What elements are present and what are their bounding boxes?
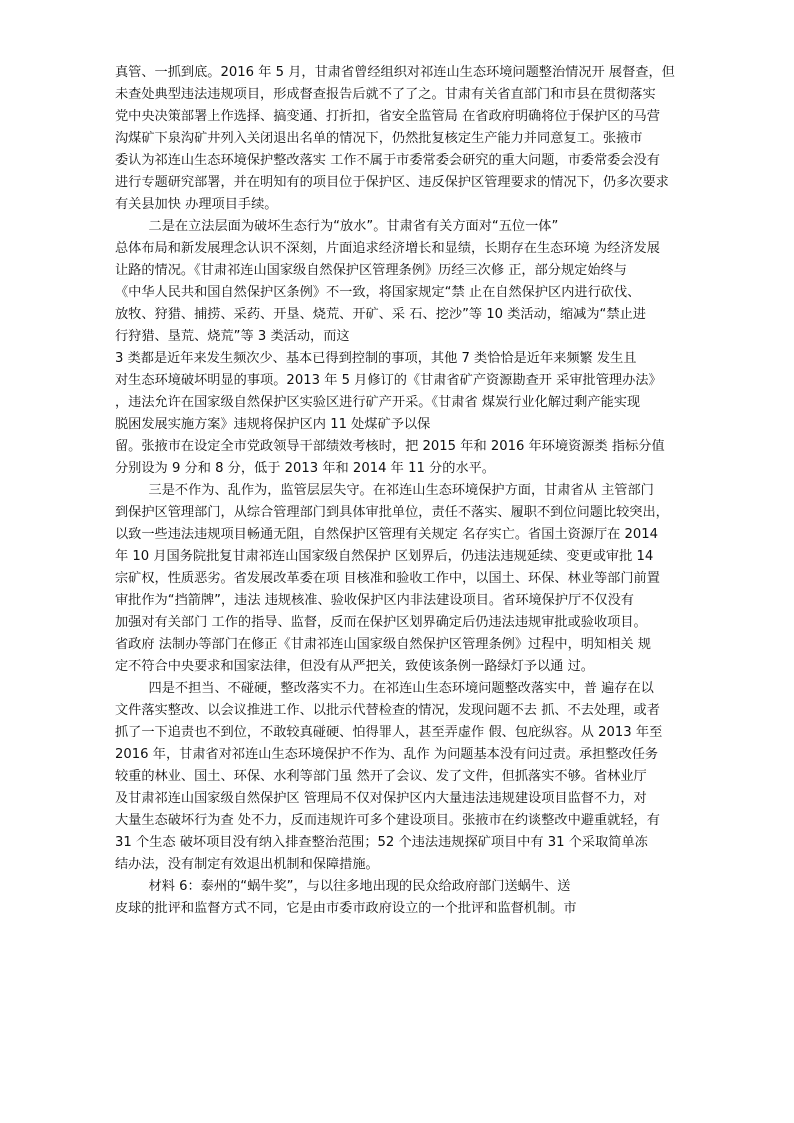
text-line: 审批作为“挡箭牌”，违法 违规核准、验收保护区内非法建设项目。省环境保护厅不仅没有 <box>115 593 634 608</box>
text-line: ，违法允许在国家级自然保护区实验区进行矿产开采。《甘肃省 煤炭行业化解过剩产能实现 <box>115 395 641 410</box>
text-line: 大量生态破坏行为查 处不力，反而违规许可多个建设项目。张掖市在约谈整改中避重就轻，有 <box>115 813 660 828</box>
text-line: 到保护区管理部门，从综合管理部门到具体审批单位，责任不落实、履职不到位问题比较突出， <box>115 505 669 520</box>
text-line: 进行专题研究部署，并在明知有的项目位于保护区、违反保护区管理要求的情况下，仍多次要求 <box>115 175 669 190</box>
text-line: 宗矿权，性质恶劣。省发展改革委在项 目核准和验收工作中，以国土、环保、林业等部门前置 <box>115 571 660 586</box>
text-line: 及甘肃祁连山国家级自然保护区 管理局不仅对保护区内大量违法违规建设项目监督不力，对 <box>115 791 647 806</box>
text-line: 省政府 法制办等部门在修正《甘肃祁连山国家级自然保护区管理条例》过程中，明知相关 规 <box>115 637 651 652</box>
text-line: 真管、一抓到底。2016 年 5 月，甘肃省曾经组织对祁连山生态环境问题整治情况开 展督查，但 <box>115 65 675 80</box>
text-line: 文件落实整改、以会议推进工作、以批示代替检查的情况，发现问题不去 抓、不去处理，或者 <box>115 703 660 718</box>
text-line: 结办法，没有制定有效退出机制和保障措施。 <box>115 857 379 872</box>
text-line: 较重的林业、国土、环保、水利等部门虽 然开了会议、发了文件，但抓落实不够。省林业厅 <box>115 769 647 784</box>
text-line: 加强对有关部门 工作的指导、监督，反而在保护区划界确定后仍违法违规审批或验收项目。 <box>115 615 647 630</box>
text-line: 定不符合中央要求和国家法律，但没有从严把关，致使该条例一路绿灯予以通 过。 <box>115 659 594 674</box>
text-line: 委认为祁连山生态环境保护整改落实 工作不属于市委常委会研究的重大问题，市委常委会没有 <box>115 153 660 168</box>
text-line: 总体布局和新发展理念认识不深刻，片面追求经济增长和显绩，长期存在生态环境 为经济发展 <box>115 241 660 256</box>
text-line: 抓了一下追责也不到位，不敢较真碰硬、怕得罪人，甚至弄虚作 假、包庇纵容。从 2013 年至 <box>115 725 663 740</box>
text-line: 《中华人民共和国自然保护区条例》不一致，将国家规定“禁 止在自然保护区内进行砍伐、 <box>115 285 641 300</box>
text-line: 有关县加快 办理项目手续。 <box>115 197 278 212</box>
text-line: 年 10 月国务院批复甘肃祁连山国家级自然保护 区划界后，仍违法违规延续、变更或审批 14 <box>115 549 654 564</box>
text-line: 3 类都是近年来发生频次少、基本已得到控制的事项，其他 7 类恰恰是近年来频繁 发生且 <box>115 351 637 366</box>
text-line: 留。张掖市在设定全市党政领导干部绩效考核时，把 2015 年和 2016 年环境资源类 指标分值 <box>115 439 665 454</box>
text-line: 党中央决策部署上作选择、搞变通、打折扣，省安全监管局 在省政府明确将位于保护区的马营 <box>115 109 660 124</box>
text-line: 未查处典型违法违规项目，形成督查报告后就不了了之。甘肃有关省直部门和市县在贯彻落实 <box>115 87 656 102</box>
text-line: 对生态环境破坏明显的事项。2013 年 5 月修订的《甘肃省矿产资源勘查开 采审批管理办法》 <box>115 373 662 388</box>
material-6-heading: 材料 6：泰州的“蜗牛奖”，与以往多地出现的民众给政府部门送蜗牛、送 <box>115 879 571 894</box>
text-line: 31 个生态 破坏项目没有纳入排查整治范围；52 个违法违规探矿项目中有 31 个采取简单冻 <box>115 835 648 850</box>
text-line: 放牧、狩猎、捕捞、采药、开垦、烧荒、开矿、采 石、挖沙”等 10 类活动，缩减为“禁止进 <box>115 307 646 322</box>
text-line: 让路的情况。《甘肃祁连山国家级自然保护区管理条例》历经三次修 正，部分规定始终与 <box>115 263 627 278</box>
paragraph-2-start: 二是在立法层面为破坏生态行为“放水”。甘肃省有关方面对“五位一体” <box>115 219 559 234</box>
text-line: 沟煤矿下泉沟矿井列入关闭退出名单的情况下，仍然批复核定生产能力并同意复工。张掖市 <box>115 131 643 146</box>
paragraph-3-start: 三是不作为、乱作为，监管层层失守。在祁连山生态环境保护方面，甘肃省从 主管部门 <box>115 483 654 498</box>
text-line: 2016 年，甘肃省对祁连山生态环境保护不作为、乱作 为问题基本没有问过责。承担整改任务 <box>115 747 659 762</box>
text-line: 皮球的批评和监督方式不同，它是由市委市政府设立的一个批评和监督机制。市 <box>115 901 577 916</box>
text-line: 分别设为 9 分和 8 分，低于 2013 年和 2014 年 11 分的水平。 <box>115 461 495 476</box>
paragraph-4-start: 四是不担当、不碰硬，整改落实不力。在祁连山生态环境问题整改落实中，普 遍存在以 <box>115 681 654 696</box>
text-line: 脱困发展实施方案》违规将保护区内 11 处煤矿予以保 <box>115 417 431 432</box>
text-line: 以致一些违法违规项目畅通无阻，自然保护区管理有关规定 名存实亡。省国土资源厅在 2014 <box>115 527 659 542</box>
text-line: 行狩猎、垦荒、烧荒”等 3 类活动，而这 <box>115 329 350 344</box>
